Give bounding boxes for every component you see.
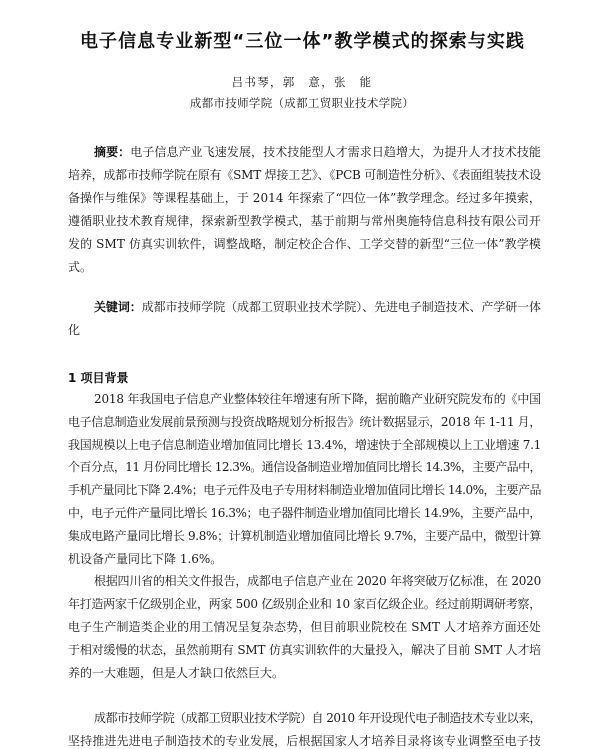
paragraph-line: 于相对缓慢的状态，虽然前期有 SMT 仿真实训软件的大量投入，解决了目前 SMT 人才培 [68,642,541,657]
paragraph-line: 个百分点，11 月份同比增长 12.3%。通信设备制造业增加值同比增长 14.3%，主要产品中， [68,460,541,475]
abstract-text: 电子信息产业飞速发展，技术技能型人才需求日趋增大，为提升人才技术技能 [130,145,541,159]
abstract-line [94,145,541,159]
paragraph-line: 电子信息制造业发展前景预测与投资战略规划分析报告》统计数据显示，2018 年 1-11 月， [68,414,541,429]
section-heading: 1 项目背景 [68,371,129,385]
paragraph-line: 年打造两家千亿级别企业，两家 500 亿级别企业和 10 家百亿级企业。经过前期调研考察， [68,597,541,612]
abstract-line: 式。 [68,260,93,274]
paragraph-line: 成都市技师学院（成都工贸职业技术学院）自 2010 年开设现代电子制造技术专业以来， [94,711,541,726]
keywords-text: 成都市技师学院（成都工贸职业技术学院）、先进电子制造技术、产学研一体 [141,300,541,314]
paper-title: 电子信息专业新型“三位一体”教学模式的探索与实践 [80,31,525,52]
paragraph [68,711,541,748]
keywords [68,300,541,337]
paragraph-line: 2018 年我国电子信息产业整体较往年增速有所下降，据前瞻产业研究院发布的《中国 [94,392,541,406]
paragraph-line: 机设备产量同比下降 1.6%。 [68,551,223,566]
author-list: 吕书琴，郭 意，张 能 [231,75,373,89]
abstract-line: 培养，成都市技师学院在原有《SMT 焊接工艺》、《PCB 可制造性分析》、《表面组装技术设 [68,168,541,182]
paragraph-line: 中，电子元件产量同比增长 16.3%；电子器件制造业增加值同比增长 14.9%，主要产品中， [68,505,541,520]
abstract [68,145,541,274]
paragraph-line: 养的一大难题，但是人才缺口依然巨大。 [68,665,285,680]
paragraph [68,392,541,566]
keywords-line: 化 [68,323,81,337]
affiliation: 成都市技师学院（成都工贸职业技术学院） [189,96,415,110]
paragraph-line: 根据四川省的相关文件报告，成都电子信息产业在 2020 年将突破万亿标准，在 2020 [94,574,541,589]
keywords-line [94,300,541,314]
paragraph-line: 电子生产制造类企业的用工情况呈复杂态势，但目前职业院校在 SMT 人才培养方面还处 [68,619,541,634]
abstract-line: 遵循职业技术教育规律，探索新型教学模式，基于前期与常州奥施特信息科技有限公司开 [68,214,541,228]
abstract-line: 备操作与维保》等课程基础上，于 2014 年探索了“四位一体”教学理念。经过多年摸索， [68,191,541,205]
paragraph-line: 我国规模以上电子信息制造业增加值同比增长 13.4%，增速快于全部规模以上工业增速 7.1 [68,437,541,452]
keywords-label: 关键词： [94,300,142,314]
abstract-label: 摘要： [94,145,131,159]
abstract-line: 发的 SMT 仿真实训软件，调整战略，制定校企合作、工学交替的新型“三位一体”教学模 [68,237,541,251]
paragraph-line: 手机产量同比下降 2.4%；电子元件及电子专用材料制造业增加值同比增长 14.0%，主要产品 [68,483,541,498]
paragraph-line: 坚持推进先进电子制造技术的专业发展，后根据国家人才培养目录将该专业调整至电子技 [68,733,541,748]
paragraph [68,574,541,679]
paragraph-line: 集成电路产量同比增长 9.8%；计算机制造业增加值同比增长 9.7%，主要产品中，微型计算 [68,528,541,543]
